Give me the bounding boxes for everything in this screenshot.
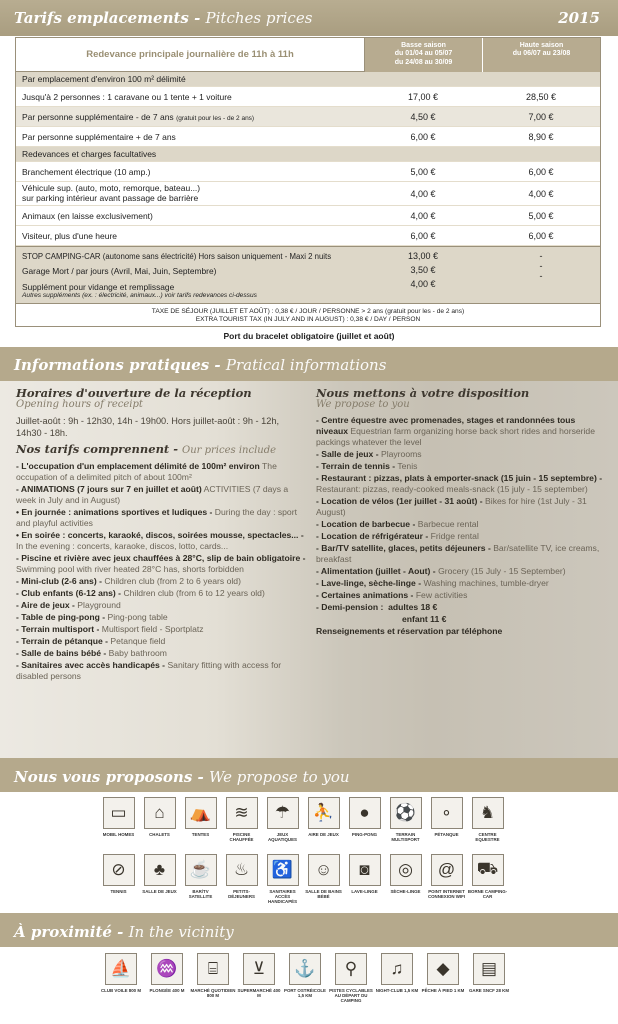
dispo-subtitle: We propose to you bbox=[316, 399, 410, 410]
garage-label: Garage Mort / par jours (Avril, Mai, Juin, Septembre) bbox=[22, 266, 217, 276]
other-supplements-note: Autres suppléments (ex. : électricité, animaux...) voir tarifs redevances ci-dessus bbox=[22, 292, 257, 299]
vicinity-header-bar bbox=[0, 913, 618, 947]
info-item: - Bar/TV satellite, glaces, petits déjeuners - Bar/satellite TV, ice creams, breakfast bbox=[316, 543, 600, 564]
extra-services-block bbox=[16, 246, 600, 304]
hours-title: Horaires d'ouverture de la réception bbox=[16, 386, 252, 400]
info-item: - Terrain de pétanque - Petanque field bbox=[16, 636, 166, 646]
tariff-high-price: 5,00 € bbox=[528, 211, 554, 221]
propose-header-bar bbox=[0, 758, 618, 792]
facility-item bbox=[190, 953, 236, 1010]
vidange-label: Supplément pour vidange et remplissage bbox=[22, 282, 175, 292]
facility-label: PING-PONG bbox=[351, 832, 378, 837]
facility-item bbox=[262, 797, 303, 854]
tariff-row-label: Redevances et charges facultatives bbox=[22, 149, 157, 159]
facility-label: BAR/TV SATELLITE bbox=[188, 889, 213, 899]
info-item: • En soirée : concerts, karaoké, discos, soirées mousse, spectacles... - In the evening : concerts, karaoke, discos, lotto, cards... bbox=[16, 530, 304, 551]
facility-label: SALLE DE JEUX bbox=[142, 889, 177, 894]
breakfast-icon: ♨ bbox=[226, 854, 258, 886]
stop-camping-high: - bbox=[539, 251, 543, 261]
facility-item bbox=[420, 953, 466, 1010]
info-item: - Terrain de tennis - Tenis bbox=[316, 461, 418, 471]
vicinity-title: À proximité - In the vicinity bbox=[14, 923, 234, 941]
prices-include-list bbox=[16, 461, 306, 682]
tariff-row bbox=[16, 72, 600, 87]
facility-label: TERRAIN MULTISPORT bbox=[391, 832, 420, 842]
wifi-icon: @ bbox=[431, 854, 463, 886]
dryer-icon: ◎ bbox=[390, 854, 422, 886]
facility-label: CLUB VOILE 800 M bbox=[100, 988, 141, 993]
facility-item bbox=[344, 797, 385, 854]
tariff-row bbox=[16, 147, 600, 162]
hours-text: Juillet-août : 9h - 12h30, 14h - 19h00. Hors juillet-août : 9h - 12h, 14h30 - 18h. bbox=[16, 416, 280, 438]
facility-label: SÈCHE-LINGE bbox=[390, 889, 421, 894]
facility-item bbox=[303, 797, 344, 854]
game-room-icon: ♣ bbox=[144, 854, 176, 886]
tariff-row bbox=[16, 182, 600, 206]
bar-icon: ☕ bbox=[185, 854, 217, 886]
low-season-header: Basse saison du 01/04 au 05/07 du 24/08 au 30/09 bbox=[364, 38, 482, 72]
facility-item bbox=[466, 953, 512, 1010]
facility-item bbox=[139, 797, 180, 854]
facility-item bbox=[144, 953, 190, 1010]
tariff-row-label: Véhicule sup. (auto, moto, remorque, bateau...) sur parking intérieur avant passage de barrière bbox=[22, 184, 201, 203]
info-item: • En journée : animations sportives et ludiques - During the day : sport and playful activities bbox=[16, 507, 297, 528]
tariff-high-price: 6,00 € bbox=[528, 167, 554, 177]
tariff-rows bbox=[16, 72, 600, 246]
tariff-row bbox=[16, 226, 600, 246]
info-item: - Sanitaires avec accès handicapés - Sanitary fitting with access for disabled persons bbox=[16, 660, 282, 681]
info-right-column bbox=[316, 387, 606, 638]
tariff-high-price: 28,50 € bbox=[525, 92, 557, 102]
tariff-row bbox=[16, 206, 600, 226]
facility-item bbox=[221, 854, 262, 911]
garage-high: - bbox=[539, 261, 543, 271]
facility-item bbox=[374, 953, 420, 1010]
port-icon: ⚓ bbox=[289, 953, 321, 985]
facility-item bbox=[98, 953, 144, 1010]
tariff-low-price: 17,00 € bbox=[407, 92, 439, 102]
horse-icon: ♞ bbox=[472, 797, 504, 829]
tariff-low-price: 4,00 € bbox=[410, 189, 436, 199]
info-header-bar bbox=[0, 347, 618, 381]
info-item: - ANIMATIONS (7 jours sur 7 en juillet et août) ACTIVITIES (7 days a week in July and in August) bbox=[16, 484, 289, 505]
tariff-row-label: Branchement électrique (10 amp.) bbox=[22, 167, 151, 177]
bracelet-notice: Port du bracelet obligatoire (juillet et août) bbox=[223, 331, 395, 341]
facility-label: PORT OSTRÉICOLE 1,5 KM bbox=[284, 988, 326, 998]
info-item: - Aire de jeux - Playground bbox=[16, 600, 121, 610]
booking-info: Renseignements et réservation par téléphone bbox=[316, 626, 503, 636]
info-item: - Terrain multisport - Multisport field - Sportplatz bbox=[16, 624, 204, 634]
facility-label: SANITAIRES ACCÈS HANDICAPÉS bbox=[267, 889, 298, 904]
petanque-icon: ∘ bbox=[431, 797, 463, 829]
facility-item bbox=[385, 854, 426, 911]
facility-label: MARCHÉ QUOTIDIEN 800 M bbox=[190, 988, 236, 998]
facility-label: PLONGÉE 400 M bbox=[149, 988, 185, 993]
camper-icon: ⛟ bbox=[472, 854, 504, 886]
facility-item bbox=[426, 797, 467, 854]
tariff-low-price: 6,00 € bbox=[410, 231, 436, 241]
info-left-column bbox=[16, 387, 306, 683]
half-board-child: enfant 11 € bbox=[402, 614, 447, 624]
facility-label: PETITS-DÉJEUNERS bbox=[228, 889, 255, 899]
info-item: - Salle de bains bébé - Baby bathroom bbox=[16, 648, 167, 658]
facility-label: PÊCHE À PIED 1 KM bbox=[421, 988, 465, 993]
market-icon: ⌸ bbox=[197, 953, 229, 985]
info-title: Informations pratiques - Pratical informations bbox=[14, 356, 387, 374]
chalet-icon: ⌂ bbox=[144, 797, 176, 829]
pingpong-icon: ● bbox=[349, 797, 381, 829]
stop-camping-price: 13,00 € bbox=[407, 251, 439, 261]
facilities-grid bbox=[98, 797, 528, 911]
sailing-icon: ⛵ bbox=[105, 953, 137, 985]
diving-icon: ♒ bbox=[151, 953, 183, 985]
facility-label: CENTRE EQUESTRE bbox=[475, 832, 500, 842]
tariff-row-sublabel: sur parking intérieur avant passage de barrière bbox=[22, 192, 199, 203]
tourist-tax bbox=[16, 304, 600, 326]
main-fee-label: Redevance principale journalière de 11h à 11h bbox=[86, 49, 294, 60]
facility-item bbox=[262, 854, 303, 911]
info-item: - Location de vélos (1er juillet - 31 août) - Bikes for hire (1st July - 31 August) bbox=[316, 496, 587, 517]
mobilhome-icon: ▭ bbox=[103, 797, 135, 829]
tourist-tax-en: EXTRA TOURIST TAX (IN JULY AND IN AUGUST) : 0,38 € / DAY / PERSON bbox=[195, 315, 421, 323]
fishing-icon: ◆ bbox=[427, 953, 459, 985]
garage-price: 3,50 € bbox=[410, 265, 436, 275]
half-board: - Demi-pension : adultes 18 € bbox=[316, 602, 438, 612]
nightclub-icon: ♫ bbox=[381, 953, 413, 985]
bike-icon: ⚲ bbox=[335, 953, 367, 985]
info-item: - Location de barbecue - Barbecue rental bbox=[316, 519, 479, 529]
playground-icon: ⛹ bbox=[308, 797, 340, 829]
facility-label: PISTES CYCLABLES AU DÉPART DU CAMPING bbox=[329, 988, 373, 1003]
pool-icon: ≋ bbox=[226, 797, 258, 829]
facility-item bbox=[344, 854, 385, 911]
hours-subtitle: Opening hours of receipt bbox=[16, 399, 143, 410]
facility-label: GARE SNCF 28 KM bbox=[468, 988, 509, 993]
facility-label: CHALETS bbox=[149, 832, 170, 837]
info-item: - Centre équestre avec promenades, stages et randonnées tous niveaux Equestrian farm organizing horse back short rides and horseride packings whatever the level bbox=[316, 415, 595, 447]
tariffs-title: Tarifs emplacements - Pitches prices bbox=[14, 9, 313, 27]
facility-item bbox=[467, 797, 508, 854]
facility-item bbox=[328, 953, 374, 1010]
tariff-high-price: 6,00 € bbox=[528, 231, 554, 241]
facility-item bbox=[98, 854, 139, 911]
facility-label: BORNE CAMPING-CAR bbox=[467, 889, 508, 899]
facility-item bbox=[180, 854, 221, 911]
facility-label: PÉTANQUE bbox=[434, 832, 459, 837]
tariff-row bbox=[16, 87, 600, 107]
facility-item bbox=[467, 854, 508, 911]
vicinity-grid bbox=[98, 953, 528, 1010]
tariffs-header-bar bbox=[0, 0, 618, 36]
info-item: - Alimentation (juillet - Aout) - Grocery (15 July - 15 September) bbox=[316, 566, 566, 576]
tariff-row-label: Animaux (en laisse exclusivement) bbox=[22, 211, 153, 221]
cart-icon: ⊻ bbox=[243, 953, 275, 985]
year-label: 2015 bbox=[558, 9, 600, 27]
dispo-list bbox=[316, 415, 606, 601]
info-item: - Mini-club (2-6 ans) - Children club (from 2 to 6 years old) bbox=[16, 576, 241, 586]
tourist-tax-fr: TAXE DE SÉJOUR (JUILLET ET AOÛT) : 0,38 € / JOUR / PERSONNE > 2 ans (gratuit pour les - de 2 ans) bbox=[151, 308, 465, 315]
vidange-price: 4,00 € bbox=[410, 279, 436, 289]
facility-label: POINT INTERNET CONNEXION WIFI bbox=[427, 889, 466, 899]
facility-item bbox=[98, 797, 139, 854]
tariff-row-label: Par emplacement d'environ 100 m² délimité bbox=[22, 74, 186, 84]
info-item: - Piscine et rivière avec jeux chauffées à 28°C, slip de bain obligatoire - Swimming pool with river heated 28°C has, shorts forbidden bbox=[16, 553, 306, 574]
train-icon: ▤ bbox=[473, 953, 505, 985]
tariff-row-label: Par personne supplémentaire + de 7 ans bbox=[22, 132, 176, 142]
tariff-row bbox=[16, 162, 600, 182]
washer-icon: ◙ bbox=[349, 854, 381, 886]
tennis-icon: ⊘ bbox=[103, 854, 135, 886]
info-item: - L'occupation d'un emplacement délimité de 100m² environ The occupation of a delimited pitch of about 100m² bbox=[16, 461, 277, 482]
prices-include-title: Nos tarifs comprennent - Our prices include bbox=[16, 442, 277, 456]
info-item: - Lave-linge, sèche-linge - Washing machines, tumble-dryer bbox=[316, 578, 549, 588]
facility-label: MOBIL HOMES bbox=[102, 832, 135, 837]
facility-item bbox=[236, 953, 282, 1010]
facility-label: LAVE-LINGE bbox=[351, 889, 378, 894]
tariff-low-price: 5,00 € bbox=[410, 167, 436, 177]
facility-label: SALLE DE BAINS BÉBÉ bbox=[305, 889, 342, 899]
high-season-header: Haute saison du 06/07 au 23/08 bbox=[482, 38, 600, 72]
facility-label: PISCINE CHAUFFÉE bbox=[229, 832, 254, 842]
info-item: - Club enfants (6-12 ans) - Children club (from 6 to 12 years old) bbox=[16, 588, 265, 598]
tariff-table-header bbox=[16, 38, 600, 72]
stop-camping-label: STOP CAMPING-CAR (autonome sans électricité) Hors saison uniquement - Maxi 2 nuits bbox=[22, 252, 332, 261]
tariff-row bbox=[16, 127, 600, 147]
dispo-title: Nous mettons à votre disposition bbox=[316, 386, 530, 400]
info-item: - Restaurant : pizzas, plats à emporter-snack (15 juin - 15 septembre) - Restaurant: pizzas, ready-cooked meals-snack (15 july - 15 september) bbox=[316, 473, 603, 494]
tariff-low-price: 6,00 € bbox=[410, 132, 436, 142]
tariff-row-label: Visiteur, plus d'une heure bbox=[22, 231, 118, 241]
tariff-high-price: 4,00 € bbox=[528, 189, 554, 199]
facility-label: SUPERMARCHÉ 400 M bbox=[237, 988, 281, 998]
facility-label: NIGHT-CLUB 1,5 KM bbox=[375, 988, 419, 993]
info-item: - Table de ping-pong - Ping-pong table bbox=[16, 612, 168, 622]
info-section bbox=[0, 381, 618, 758]
facility-item bbox=[221, 797, 262, 854]
info-item: - Salle de jeux - Playrooms bbox=[316, 449, 422, 459]
tent-icon: ⛺ bbox=[185, 797, 217, 829]
tariff-row-label: Jusqu'à 2 personnes : 1 caravane ou 1 tente + 1 voiture bbox=[22, 92, 232, 102]
tariff-table bbox=[15, 37, 601, 327]
facility-item bbox=[426, 854, 467, 911]
multisport-icon: ⚽ bbox=[390, 797, 422, 829]
vidange-high: - bbox=[539, 271, 543, 281]
water-games-icon: ☂ bbox=[267, 797, 299, 829]
tariff-low-price: 4,00 € bbox=[410, 211, 436, 221]
info-item: - Certaines animations - Few activities bbox=[316, 590, 468, 600]
tariff-high-price: 7,00 € bbox=[528, 112, 554, 122]
info-item: - Location de réfrigérateur - Fridge rental bbox=[316, 531, 479, 541]
facility-item bbox=[303, 854, 344, 911]
tariff-row-label: Par personne supplémentaire - de 7 ans (gratuit pour les - de 2 ans) bbox=[22, 112, 255, 122]
facility-label: JEUX AQUATIQUES bbox=[268, 832, 297, 842]
propose-title: Nous vous proposons - We propose to you bbox=[14, 768, 350, 786]
wheelchair-icon: ♿ bbox=[267, 854, 299, 886]
facility-label: TENNIS bbox=[110, 889, 127, 894]
facility-item bbox=[180, 797, 221, 854]
facility-label: AIRE DE JEUX bbox=[308, 832, 339, 837]
tariff-row-note: (gratuit pour les - de 2 ans) bbox=[176, 115, 255, 122]
facility-item bbox=[139, 854, 180, 911]
facility-item bbox=[282, 953, 328, 1010]
tariff-low-price: 4,50 € bbox=[410, 112, 436, 122]
facility-item bbox=[385, 797, 426, 854]
tariff-row bbox=[16, 107, 600, 127]
tariff-high-price: 8,90 € bbox=[528, 132, 554, 142]
baby-icon: ☺ bbox=[308, 854, 340, 886]
facility-label: TENTES bbox=[191, 832, 210, 837]
